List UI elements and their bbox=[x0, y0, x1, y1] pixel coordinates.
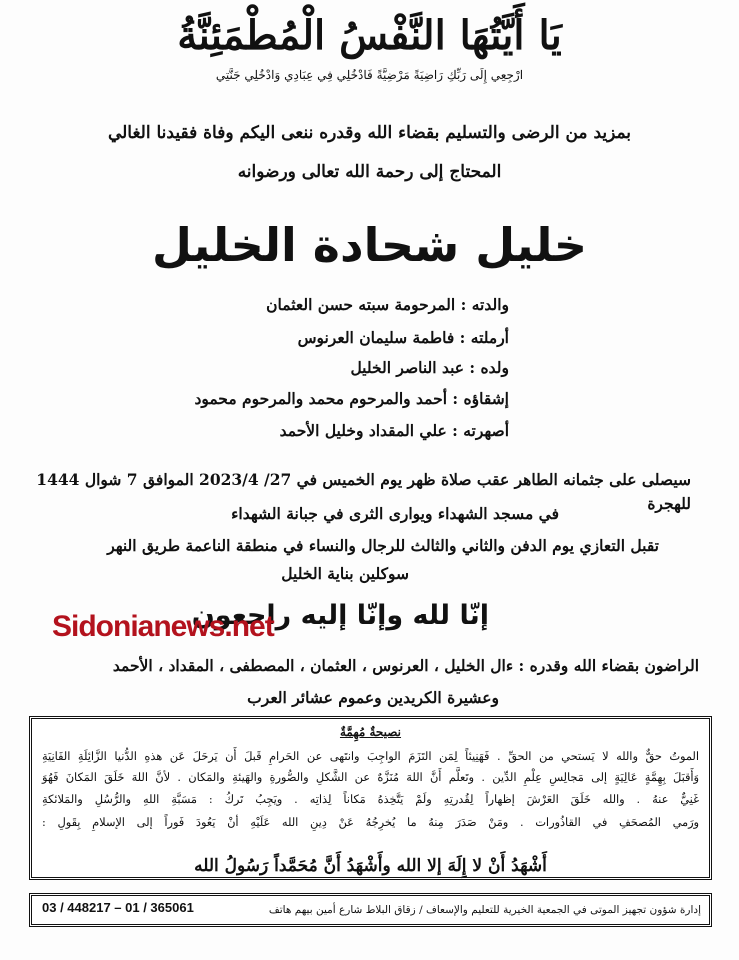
footer-phone-numbers: 03 / 448217 – 01 / 365061 bbox=[42, 900, 194, 915]
mourners-line: الراضون بقضاء الله وقدره : ءال الخليل ، العرنوس ، العثمان ، المصطفى ، المقداد ، الأحمد bbox=[112, 656, 699, 675]
family-in-laws: أصهرته : علي المقداد وخليل الأحمد bbox=[279, 421, 509, 440]
condolences-line: تقبل التعازي يوم الدفن والثاني والثالث للرجال والنساء في منطقة الناعمة طريق النهر bbox=[107, 536, 659, 555]
deceased-name: خليل شحادة الخليل bbox=[151, 218, 588, 272]
quran-verse-title: يَا أَيَّتُهَا النَّفْسُ الْمُطْمَئِنَّةُ bbox=[177, 12, 562, 59]
advice-line: ورَمي المُصحَفِ في القاذُورات . ومَنْ صَدَرَ مِنهُ ما يُخرِجُهُ عَنْ دِينِ الله عَلَيْهِ أنْ يَعُودَ فَوراً إلى الإسلامِ بِقَولِ : bbox=[42, 816, 699, 829]
announcement-line: المحتاج إلى رحمة الله تعالى ورضوانه bbox=[237, 162, 502, 182]
shahada-text: أَشْهَدُ أَنْ لا إِلَهَ إلا الله وأَشْهَدُ أَنَّ مُحَمَّداً رَسُولُ الله bbox=[194, 856, 547, 876]
footer-box bbox=[29, 893, 712, 927]
family-mother: والدته : المرحومة سبته حسن العثمان bbox=[266, 295, 509, 314]
funeral-prayer-line: سيصلى على جثمانه الطاهر عقب صلاة ظهر يوم الخميس في 27/ 2023/4 الموافق 7 شوال 1444 للهجرة bbox=[36, 470, 691, 513]
family-son: ولده : عبد الناصر الخليل bbox=[350, 358, 509, 377]
advice-line: وَأَقبَلَ بِهِمَّةٍ عَالِيَةٍ إلى مَجالِسِ عِلْمِ الدِّين . وتَعلَّم أَنَّ اللهَ مُنَزَّهٌ عن الشَّكلِ والصُّورةِ والهَيئةِ والمَكان . لأنَّ اللهَ خَلَقَ المَكانَ فَهُوَ bbox=[42, 771, 699, 784]
watermark-sidonianews: Sidonianews.net bbox=[52, 610, 274, 643]
advice-line: الموتُ حقٌّ والله لا يَستحي من الحقِّ . فَهَنِيئاً لِمَن التَزَمَ الواجِبَ وانتَهى عن الحَرامِ قَبلَ أَن يَرحَلَ عَن هذهِ الدُّنيا الزَّائِلَةِ الفَانِيَةِ bbox=[42, 750, 699, 763]
footer-organization: إدارة شؤون تجهيز الموتى في الجمعية الخيرية للتعليم والإسعاف / زقاق البلاط شارع أمين بيهم هاتف bbox=[268, 904, 701, 916]
advice-title: نصيحةٌ مُهِمَّةٌ bbox=[339, 725, 402, 739]
inna-lillah-text: إنّا لله وإنّا إليه راجعون bbox=[191, 600, 489, 631]
mourners-line: وعشيرة الكريدين وعموم عشائر العرب bbox=[247, 688, 499, 707]
condolences-address: سوكلين بناية الخليل bbox=[281, 564, 409, 583]
family-widow: أرملته : فاطمة سليمان العرنوس bbox=[297, 328, 509, 347]
advice-box bbox=[29, 716, 712, 880]
funeral-burial-line: في مسجد الشهداء ويوارى الثرى في جبانة الشهداء bbox=[231, 504, 559, 523]
announcement-line: بمزيد من الرضى والتسليم بقضاء الله وقدره ننعى اليكم وفاة فقيدنا الغالي bbox=[107, 123, 632, 143]
advice-line: غَنِيٌّ عنهُ . والله خَلَقَ العَرْشَ إظهاراً لِقُدرتِهِ ولَمْ يَتَّخِذهُ مَكاناً لِذاتِه . ويَجِبُ تَركُ : مَسَبَّةِ اللهِ والرُّسُلِ والمَلائكةِ bbox=[42, 793, 699, 806]
quran-verse-subtitle: ارْجِعِي إِلَى رَبِّكِ رَاضِيَةً مَرْضِيَّةً فَادْخُلِي فِي عِبَادِي وَادْخُلِي جَنَّتِي bbox=[215, 68, 524, 82]
family-brothers: إشقاؤه : أحمد والمرحوم محمد والمرحوم محمود bbox=[194, 389, 509, 408]
